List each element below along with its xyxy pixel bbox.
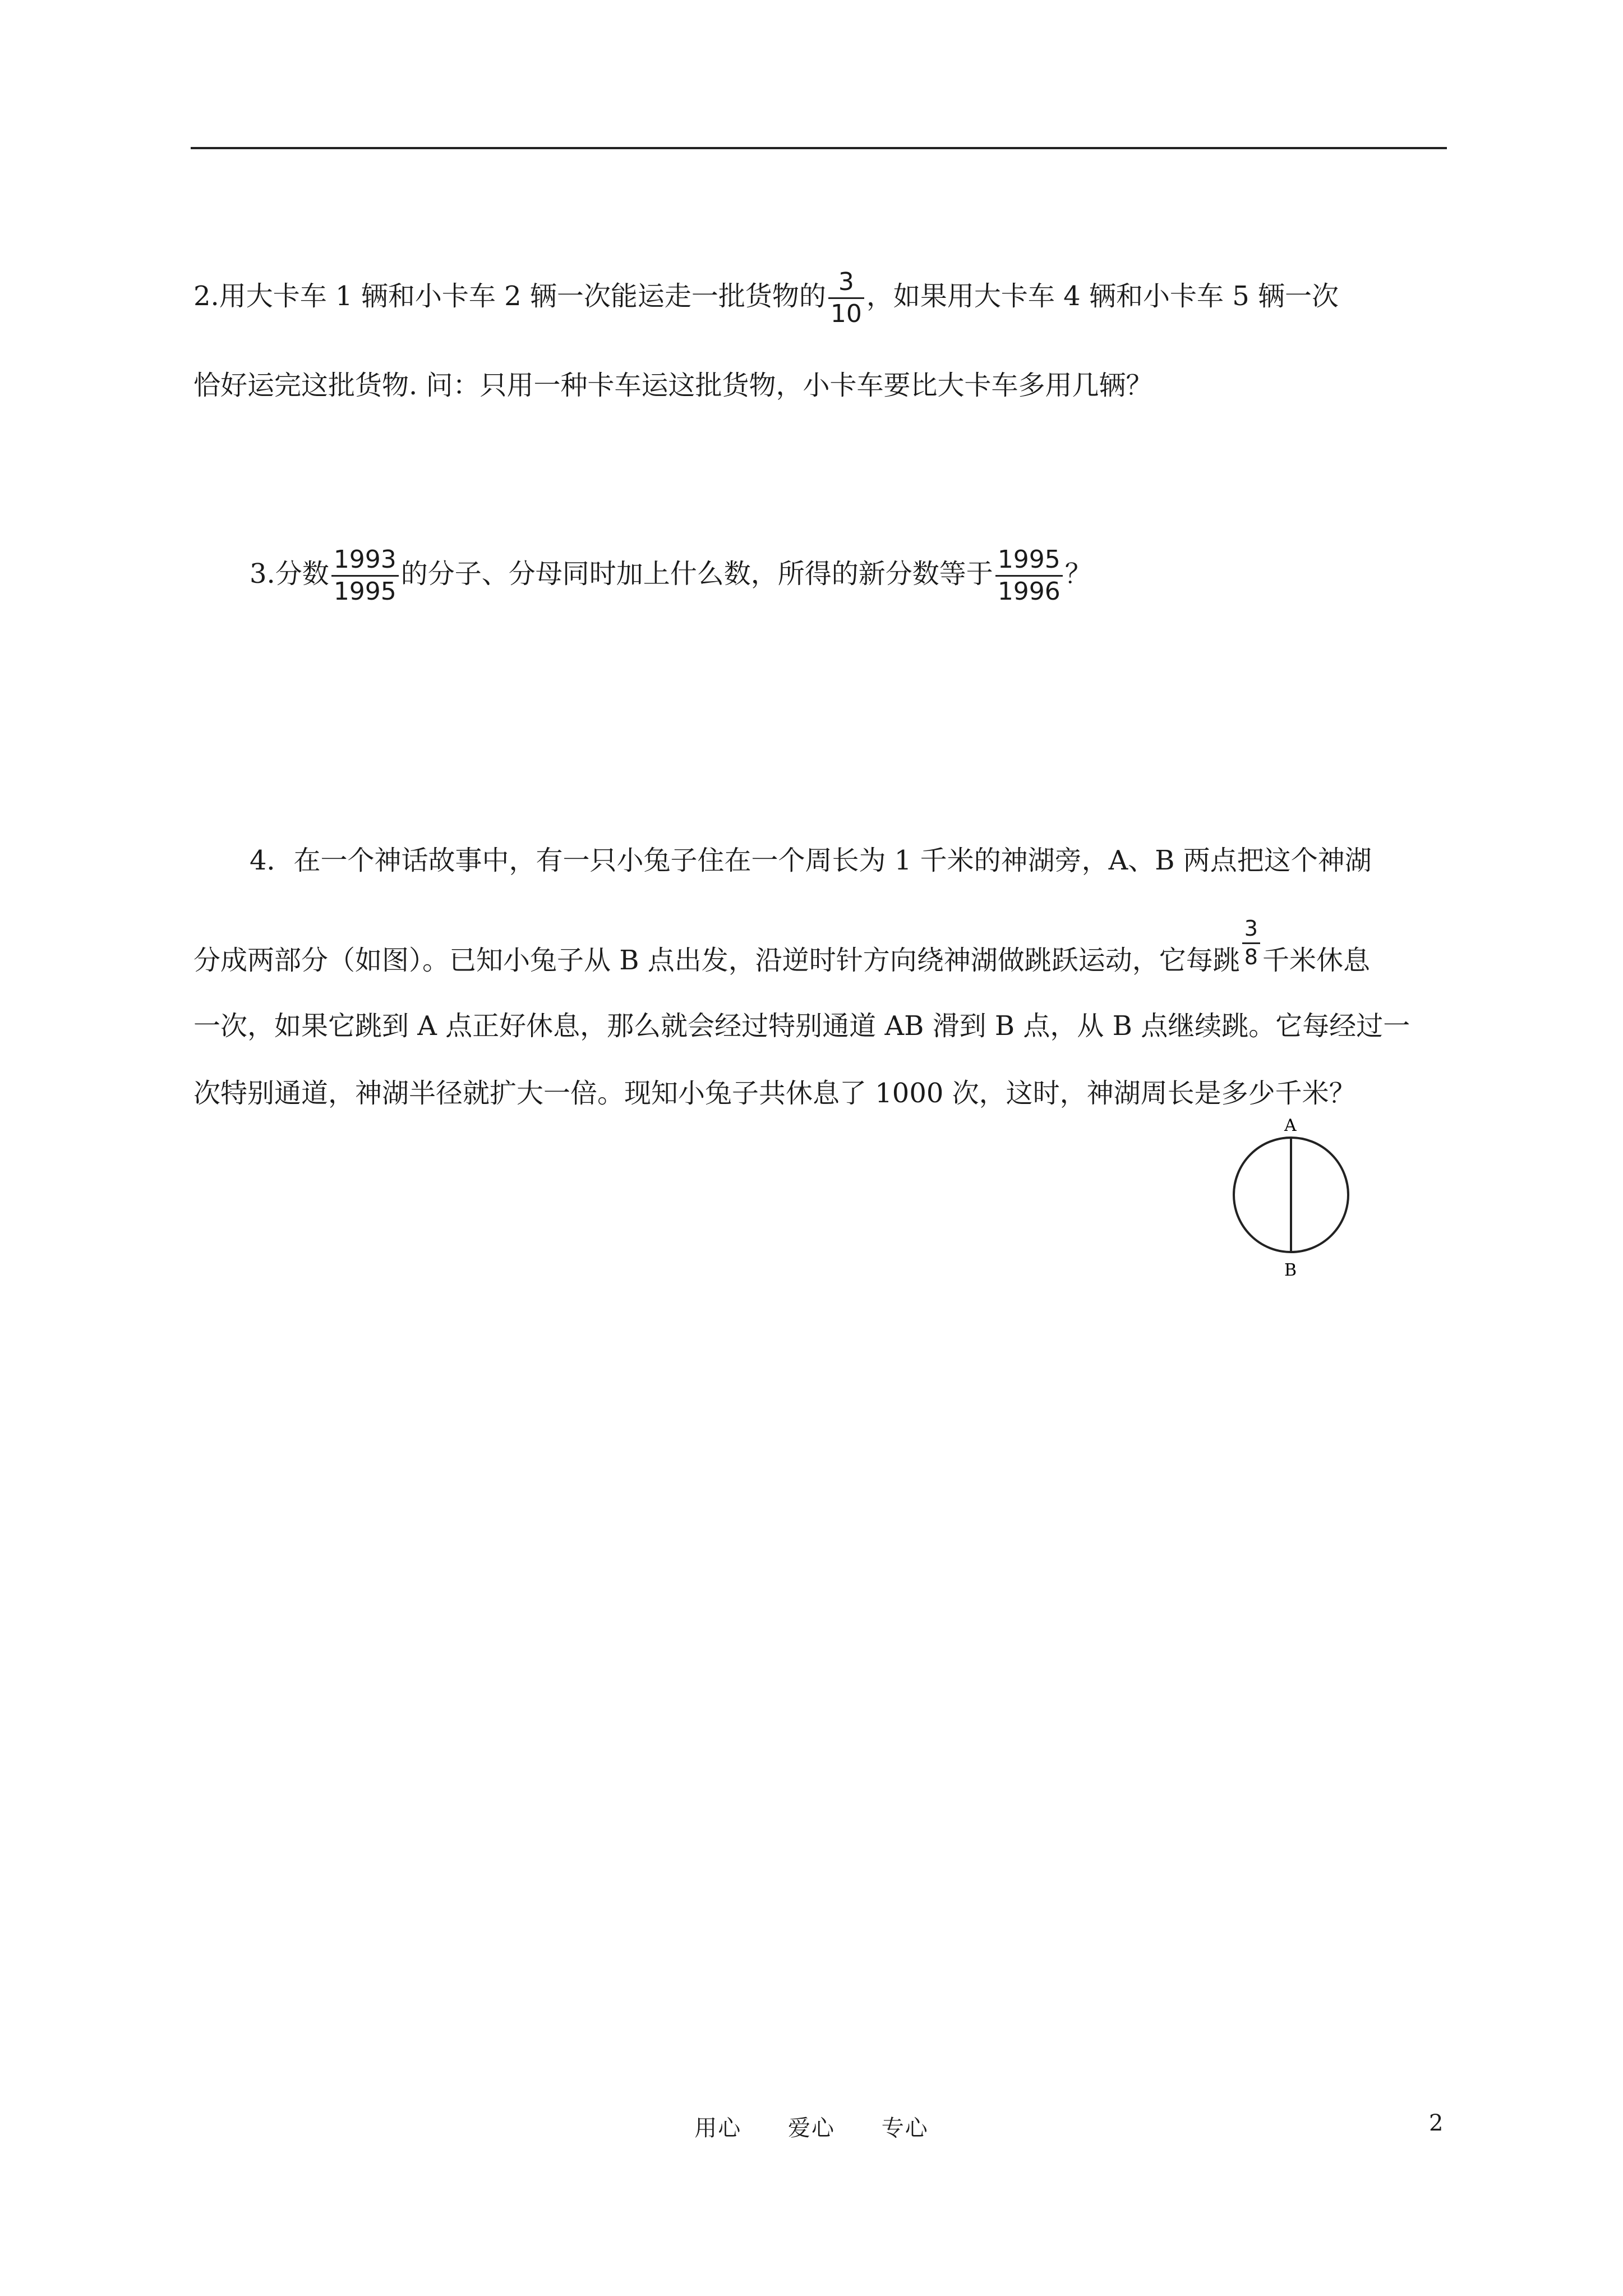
footer-motto bbox=[0, 2110, 1623, 2142]
question-2-text-a: 2.用大卡车 1 辆和小卡车 2 辆一次能运走一批货物的 bbox=[193, 280, 826, 312]
question-4-text-a: 分成两部分（如图）。已知小兔子从 B 点出发，沿逆时针方向绕神湖做跳跃运动，它每跳 bbox=[193, 944, 1240, 976]
question-4-text-b: 千米休息 bbox=[1262, 944, 1370, 976]
fraction-3-8 bbox=[1242, 918, 1260, 969]
fraction-numerator: 3 bbox=[1244, 916, 1258, 941]
point-a-label: A bbox=[1284, 1116, 1297, 1135]
question-3-text-b: 的分子、分母同时加上什么数，所得的新分数等于 bbox=[400, 558, 993, 590]
point-b-label: B bbox=[1284, 1260, 1297, 1280]
question-3-text-c: ？ bbox=[1064, 558, 1092, 590]
fraction-numerator: 3 bbox=[838, 268, 854, 296]
header-rule bbox=[191, 147, 1447, 149]
question-3-line bbox=[250, 547, 1506, 605]
footer-item: 爱心 bbox=[788, 2115, 835, 2141]
question-4-line-2 bbox=[193, 916, 1450, 988]
question-2-line-2: 恰好运完这批货物. 问：只用一种卡车运这批货物，小卡车要比大卡车多用几辆？ bbox=[193, 370, 1153, 401]
question-4-line-1: 4．在一个神话故事中，有一只小兔子住在一个周长为 1 千米的神湖旁，A、B 两点把这个神湖 bbox=[250, 845, 1372, 876]
fraction-denominator: 1996 bbox=[995, 575, 1063, 605]
footer-item: 专心 bbox=[881, 2115, 929, 2141]
page-number: 2 bbox=[1429, 2110, 1444, 2136]
fraction-1995-1996 bbox=[995, 547, 1063, 605]
question-3-text-a: 3.分数 bbox=[250, 558, 329, 590]
fraction-3-10 bbox=[828, 269, 864, 327]
fraction-denominator: 8 bbox=[1242, 942, 1260, 969]
question-2-text-b: ，如果用大卡车 4 辆和小卡车 5 辆一次 bbox=[866, 280, 1339, 312]
fraction-numerator: 1995 bbox=[997, 545, 1061, 574]
fraction-1993-1995 bbox=[331, 547, 399, 605]
footer-item: 用心 bbox=[694, 2115, 742, 2141]
lake-diagram bbox=[1217, 1116, 1363, 1285]
question-4-line-3: 一次，如果它跳到 A 点正好休息，那么就会经过特别通道 AB 滑到 B 点，从 B 点继续跳。它每经过一 bbox=[193, 1010, 1410, 1042]
question-2-line-1 bbox=[193, 269, 1450, 327]
fraction-denominator: 10 bbox=[828, 297, 864, 327]
question-4-line-4: 次特别通道，神湖半径就扩大一倍。现知小兔子共休息了 1000 次，这时，神湖周长是多少千米？ bbox=[193, 1078, 1356, 1109]
fraction-numerator: 1993 bbox=[333, 545, 396, 574]
fraction-denominator: 1995 bbox=[331, 575, 399, 605]
